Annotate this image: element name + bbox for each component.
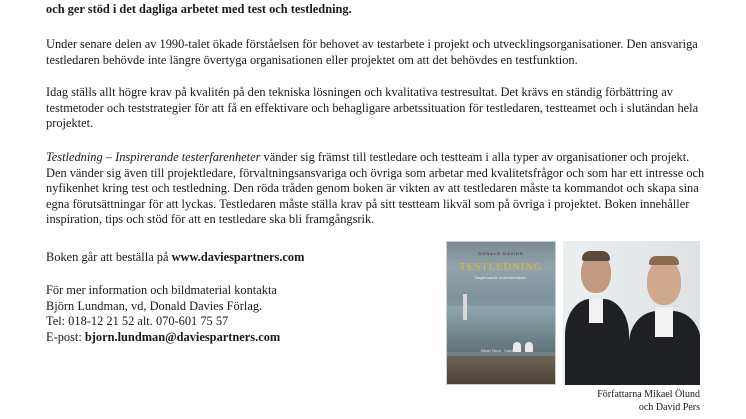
order-paragraph — [46, 250, 426, 266]
lead-text: och ger stöd i det dagliga arbetet med test och testledning. — [46, 2, 352, 16]
photo-caption — [563, 389, 700, 414]
book-title-italic: Testledning – Inspirerande testerfarenheter — [46, 150, 261, 164]
book-description-text: vänder sig främst till testledare och testteam i alla typer av organisationer och projekt. Den vänder sig även till projektledare, förvaltningsansvariga och övriga som arbetar med kvalitetsfrågor och som har ett intresse och nyfikenhet kring test och testledning. Den röda tråden genom boken är vikten av att testledaren måste ta kommandot och skapa sina egna förutsättningar för att lyckas. Testledaren måste ställa krav på sitt testteam likväl som på övriga i projektet. Boken innehåller inspiration, tips och stöd för att en testledare ska bli framgångsrik. — [46, 150, 705, 227]
paragraph-requirements: Idag ställs allt högre krav på kvalitén på den tekniska lösningen och kvalitativa testresultat. Det krävs en ständig förbättring av testmetoder och teststrategier för att få en effektivare och behagligare arbetssituation för testledaren, testteamet och i slutändan hela projektet. — [46, 85, 699, 131]
paragraph-book-description — [46, 150, 706, 228]
contact-phone: Tel: 018-12 21 52 alt. 070-601 75 57 — [46, 314, 229, 329]
cover-brand: DONALD DAVIES — [478, 251, 524, 256]
caption-line-2: och David Pers — [638, 401, 700, 413]
caption-line-1: Författarna Mikael Ölund — [597, 389, 700, 400]
contact-line-1: För mer information och bildmaterial kontakta — [46, 283, 277, 297]
contact-line-2: Björn Lundman, vd, Donald Davies Förlag. — [46, 298, 263, 313]
lighthouse-shape — [463, 294, 467, 320]
authors-photo — [563, 241, 700, 385]
contact-email-label: E-post: — [46, 329, 85, 344]
contact-email[interactable]: bjorn.lundman@daviespartners.com — [84, 329, 281, 344]
order-link[interactable]: www.daviespartners.com — [171, 250, 305, 264]
cover-authors: Mikael Ölund · David Pers — [480, 349, 522, 353]
cover-title: TESTLEDNING — [459, 262, 543, 273]
contact-block — [46, 283, 426, 345]
cover-subtitle: Inspirerande testerfarenheter — [475, 275, 527, 280]
book-cover-image — [446, 241, 556, 385]
lead-paragraph — [46, 2, 706, 18]
cover-shore — [447, 356, 555, 384]
order-text: Boken går att beställa på — [46, 250, 172, 264]
paragraph-history: Under senare delen av 1990-talet ökade förståelsen för behovet av testarbete i projekt och utvecklingsorganisationer. Den ansvariga testledaren behövde inte längre övertyga organisationen eller projektet om att det behövdes en testfunktion. — [46, 37, 698, 67]
